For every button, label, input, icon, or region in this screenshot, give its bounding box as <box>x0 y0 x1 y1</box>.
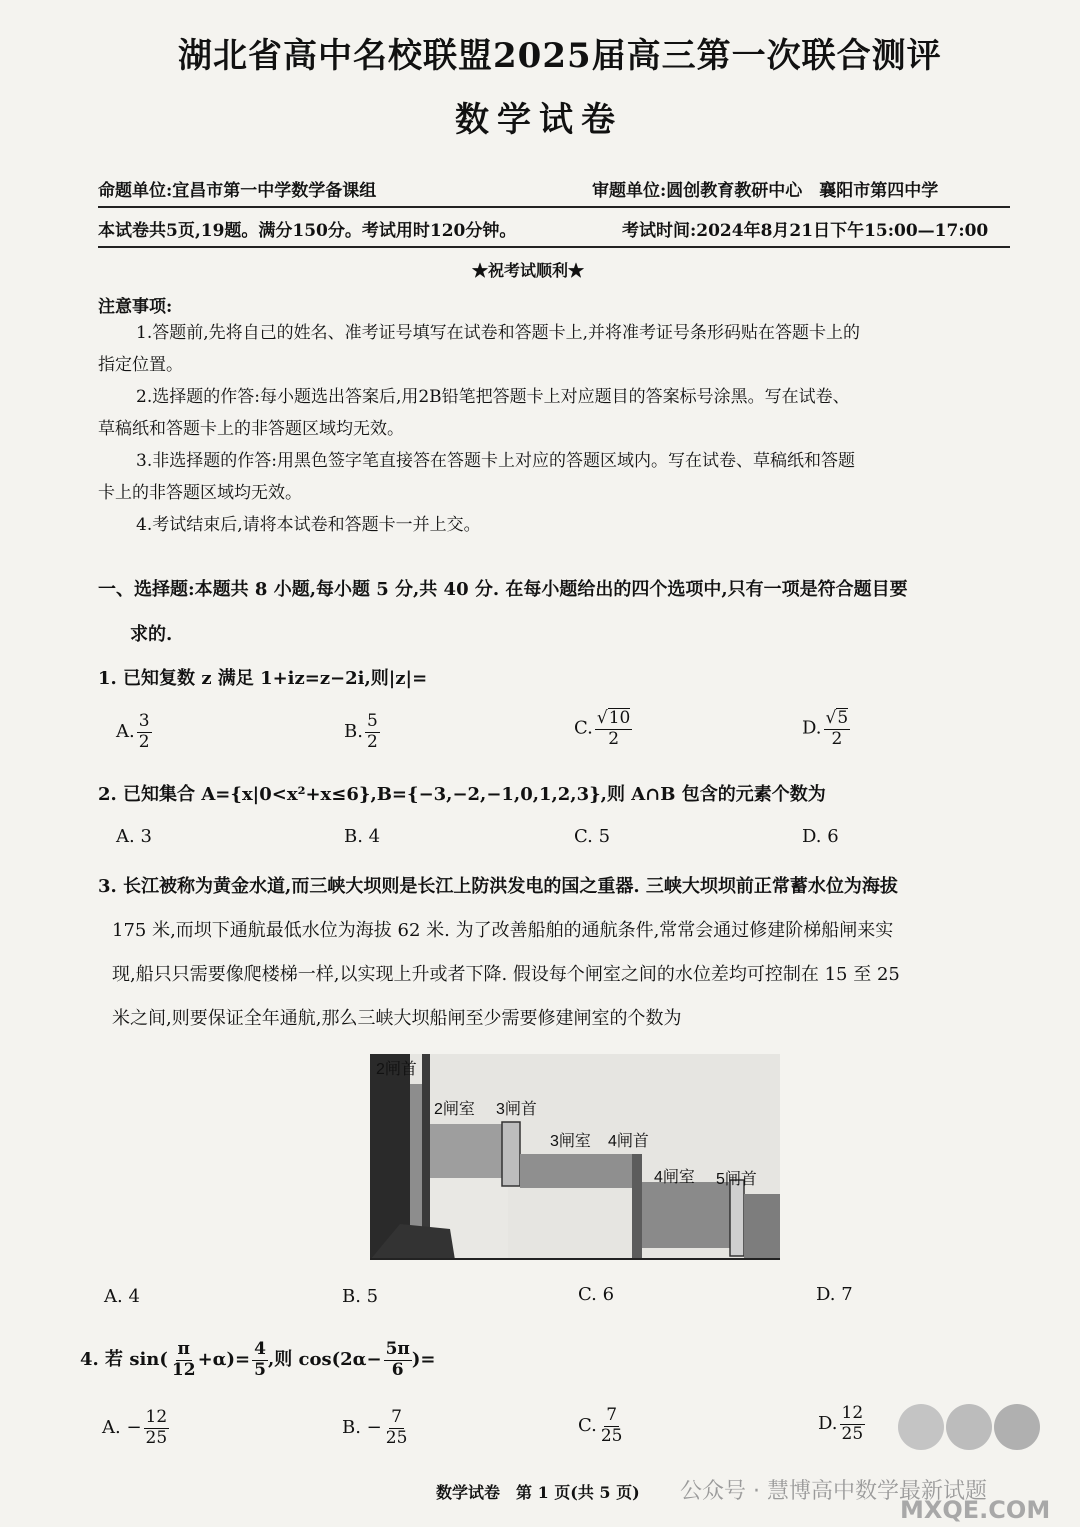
notes-item: 草稿纸和答题卡上的非答题区域均无效。 <box>98 419 404 439</box>
lock-label: 4闸首 <box>608 1133 649 1150</box>
option-label: C. <box>578 1415 597 1437</box>
numerator: 4 <box>254 1339 266 1359</box>
fraction <box>137 712 152 752</box>
question-3-line: 175 米,而坝下通航最低水位为海拔 62 米. 为了改善船舶的通航条件,常常会通过修建阶梯船闸来实 <box>112 920 894 941</box>
denominator: 25 <box>841 1423 864 1444</box>
numerator: 5 <box>366 711 378 731</box>
lock-label: 2闸室 <box>434 1101 475 1118</box>
stem-text: ,则 cos(2α− <box>267 1349 382 1371</box>
denominator: 2 <box>608 728 620 749</box>
lock-label: 2闸首 <box>376 1061 417 1078</box>
q2-option-b: B. 4 <box>344 826 381 847</box>
lock-gate-5 <box>730 1180 744 1256</box>
q4-option-b <box>342 1408 409 1448</box>
figure-baseline <box>370 1258 780 1260</box>
stem-text: +α)= <box>197 1349 251 1371</box>
watermark-site: MXQE.COM <box>900 1496 1051 1524</box>
numerator: 5π <box>385 1339 410 1359</box>
option-label: D. <box>818 1413 838 1435</box>
reviewer-unit: 审题单位:圆创教育教研中心 襄阳市第四中学 <box>592 181 939 201</box>
section-heading-cont: 求的. <box>130 624 173 645</box>
q2-option-a: A. 3 <box>116 826 152 847</box>
lock-label: 3闸首 <box>496 1101 537 1118</box>
denominator: 2 <box>366 731 378 752</box>
q2-option-c: C. 5 <box>574 826 611 847</box>
numerator: 7 <box>391 1407 402 1427</box>
question-2-stem: 2. 已知集合 A={x|0<x²+x≤6},B={−3,−2,−1,0,1,2,3},则 A∩B 包含的元素个数为 <box>98 784 826 805</box>
question-3-line: 3. 长江被称为黄金水道,而三峡大坝则是长江上防洪发电的国之重器. 三峡大坝坝前正常蓄水位为海拔 <box>98 876 898 897</box>
fraction <box>144 1408 170 1448</box>
exam-subtitle: 数学试卷 <box>455 100 623 140</box>
header-rule-top <box>98 206 1010 208</box>
fraction <box>365 712 380 752</box>
lock-chamber-4 <box>642 1182 732 1248</box>
q4-option-c <box>578 1406 625 1446</box>
notes-heading: 注意事项: <box>98 297 173 317</box>
fraction <box>252 1340 268 1380</box>
numerator: π <box>177 1339 190 1359</box>
exam-title: 湖北省高中名校联盟2025届高三第一次联合测评 <box>178 36 942 76</box>
good-luck-line: ★祝考试顺利★ <box>472 261 585 280</box>
lock-gate-3 <box>502 1122 520 1186</box>
notes-item: 3.非选择题的作答:用黑色签字笔直接答在答题卡上对应的答题区域内。写在试卷、草稿纸和答题 <box>136 451 855 471</box>
exam-info: 本试卷共5页,19题。满分150分。考试用时120分钟。 <box>98 221 517 241</box>
denominator: 25 <box>145 1427 168 1448</box>
denominator: 12 <box>171 1359 196 1380</box>
numerator: 3 <box>138 711 150 731</box>
numerator: √10 <box>596 708 631 728</box>
fraction <box>595 708 632 749</box>
watermark-badge-icon <box>898 1404 944 1450</box>
fraction <box>170 1340 198 1380</box>
notes-item: 卡上的非答题区域均无效。 <box>98 483 302 503</box>
denominator: 2 <box>138 731 150 752</box>
q4-option-a <box>102 1408 169 1448</box>
page-footer: 数学试卷 第 1 页(共 5 页) <box>436 1483 640 1502</box>
denominator: 5 <box>254 1359 266 1380</box>
lock-label: 5闸首 <box>716 1171 757 1188</box>
q3-option-d: D. 7 <box>816 1284 853 1305</box>
exam-time: 考试时间:2024年8月21日下午15:00—17:00 <box>622 221 989 241</box>
denominator: 2 <box>831 728 843 749</box>
lock-chamber-2 <box>430 1124 508 1178</box>
option-label: A. <box>116 721 135 743</box>
proposer-unit: 命题单位:宜昌市第一中学数学备课组 <box>98 181 377 201</box>
watermark-badge-icon <box>946 1404 992 1450</box>
option-label: A. − <box>102 1417 142 1439</box>
option-label: B. <box>344 721 363 743</box>
lock-label: 3闸室 <box>550 1133 591 1150</box>
question-3-line: 米之间,则要保证全年通航,那么三峡大坝船闸至少需要修建闸室的个数为 <box>112 1008 682 1029</box>
denominator: 25 <box>385 1427 408 1448</box>
q1-option-b <box>344 712 380 752</box>
q1-option-d <box>802 708 850 749</box>
watermark-text: 公众号 · 慧博高中数学最新试题 <box>680 1479 987 1504</box>
denominator: 25 <box>600 1425 623 1446</box>
q1-option-c <box>574 708 632 749</box>
notes-item: 2.选择题的作答:每小题选出答案后,用2B铅笔把答题卡上对应题目的答案标号涂黑。写在试卷、 <box>136 387 850 407</box>
ship-lock-figure <box>370 1054 780 1260</box>
question-1-stem: 1. 已知复数 z 满足 1+iz=z−2i,则|z|= <box>98 668 428 689</box>
fraction <box>384 1340 412 1380</box>
option-label: D. <box>802 717 822 739</box>
fraction <box>824 708 851 749</box>
q4-option-d <box>818 1404 865 1444</box>
header-rule-bottom <box>98 246 1010 248</box>
q3-option-b: B. 5 <box>342 1286 379 1307</box>
stem-text: 4. 若 sin( <box>80 1349 168 1371</box>
numerator: 12 <box>145 1407 168 1427</box>
q2-option-d: D. 6 <box>802 826 839 847</box>
lock-gate-4 <box>632 1154 642 1260</box>
radicand: 10 <box>608 708 631 728</box>
question-4-stem <box>80 1340 435 1380</box>
lock-label: 4闸室 <box>654 1169 695 1186</box>
watermark-badge-icon <box>994 1404 1040 1450</box>
q1-option-a <box>116 712 152 752</box>
denominator: 6 <box>391 1359 404 1380</box>
numerator: 12 <box>841 1403 864 1423</box>
fraction <box>384 1408 410 1448</box>
lock-chamber-3 <box>520 1154 632 1188</box>
fraction <box>840 1404 866 1444</box>
q3-option-c: C. 6 <box>578 1284 615 1305</box>
notes-item: 指定位置。 <box>98 355 183 375</box>
notes-item: 4.考试结束后,请将本试卷和答题卡一并上交。 <box>136 515 481 535</box>
numerator: 7 <box>606 1405 618 1425</box>
downstream-channel <box>744 1194 780 1260</box>
section-heading: 一、选择题:本题共 8 小题,每小题 5 分,共 40 分. 在每小题给出的四个选项中,只有一项是符合题目要 <box>98 579 908 600</box>
numerator: √5 <box>825 708 849 728</box>
question-3-line: 现,船只只需要像爬楼梯一样,以实现上升或者下降. 假设每个闸室之间的水位差均可控制在 15 至 25 <box>112 964 900 985</box>
notes-item: 1.答题前,先将自己的姓名、准考证号填写在试卷和答题卡上,并将准考证号条形码贴在答题卡上的 <box>136 323 861 343</box>
radicand: 5 <box>837 708 849 728</box>
option-label: C. <box>574 717 593 739</box>
q3-option-a: A. 4 <box>104 1286 140 1307</box>
fraction <box>599 1406 625 1446</box>
stem-text: )= <box>411 1349 436 1371</box>
option-label: B. − <box>342 1417 382 1439</box>
